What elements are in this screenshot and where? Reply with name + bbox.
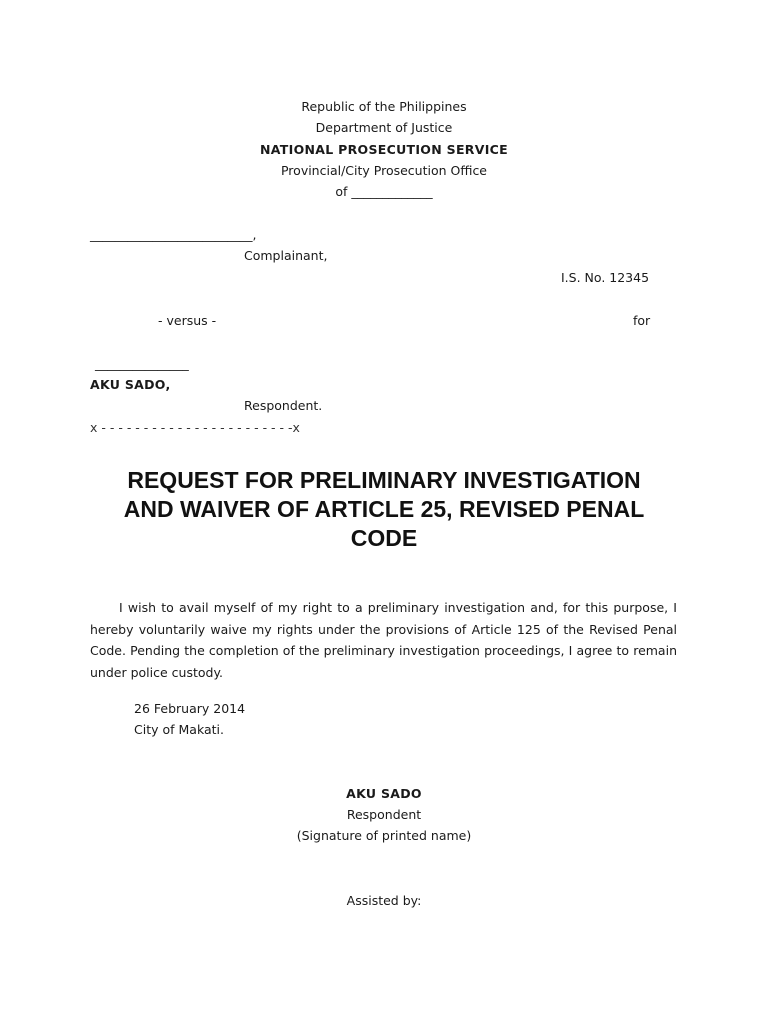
header-department: Department of Justice	[315, 120, 453, 135]
signatory-name: AKU SADO	[346, 786, 422, 801]
caption-separator: x - - - - - - - - - - - - - - - - - - - - - - -x	[90, 420, 300, 435]
body-paragraph: I wish to avail myself of my right to a preliminary investigation and, for this purpose, I hereby voluntarily waive my rights under the provisions of Article 125 of the Revised Penal Code. Pending the completion of the preliminary investigation proceedings, I agree to remain under police custody.	[90, 600, 677, 680]
respondent-name: AKU SADO,	[90, 377, 171, 392]
assisted-by-label: Assisted by:	[346, 893, 422, 908]
complainant-blank-line: __________________________,	[90, 227, 257, 242]
versus-label: - versus -	[158, 313, 217, 328]
header-republic: Republic of the Philippines	[301, 99, 467, 114]
header-prosecution-service: NATIONAL PROSECUTION SERVICE	[260, 142, 508, 157]
header-prosecution-office: Provincial/City Prosecution Office	[280, 163, 488, 178]
body-section	[90, 597, 677, 683]
document-title	[0, 466, 768, 553]
document-title-line-1: REQUEST FOR PRELIMINARY INVESTIGATION	[127, 467, 641, 493]
header-office-location: of _____________	[335, 184, 433, 199]
document-title-line-3: CODE	[350, 525, 418, 551]
respondent-blank-line: _______________	[95, 356, 189, 371]
case-number: I.S. No. 12345	[561, 270, 650, 285]
document-place: City of Makati.	[134, 722, 224, 737]
document-title-line-2: AND WAIVER OF ARTICLE 25, REVISED PENAL	[123, 496, 645, 522]
signatory-role: Respondent	[346, 807, 422, 822]
respondent-label: Respondent.	[244, 398, 323, 413]
document-date: 26 February 2014	[134, 701, 246, 716]
signature-note: (Signature of printed name)	[296, 828, 472, 843]
offense-for-label: for	[633, 313, 651, 328]
complainant-label: Complainant,	[244, 248, 328, 263]
